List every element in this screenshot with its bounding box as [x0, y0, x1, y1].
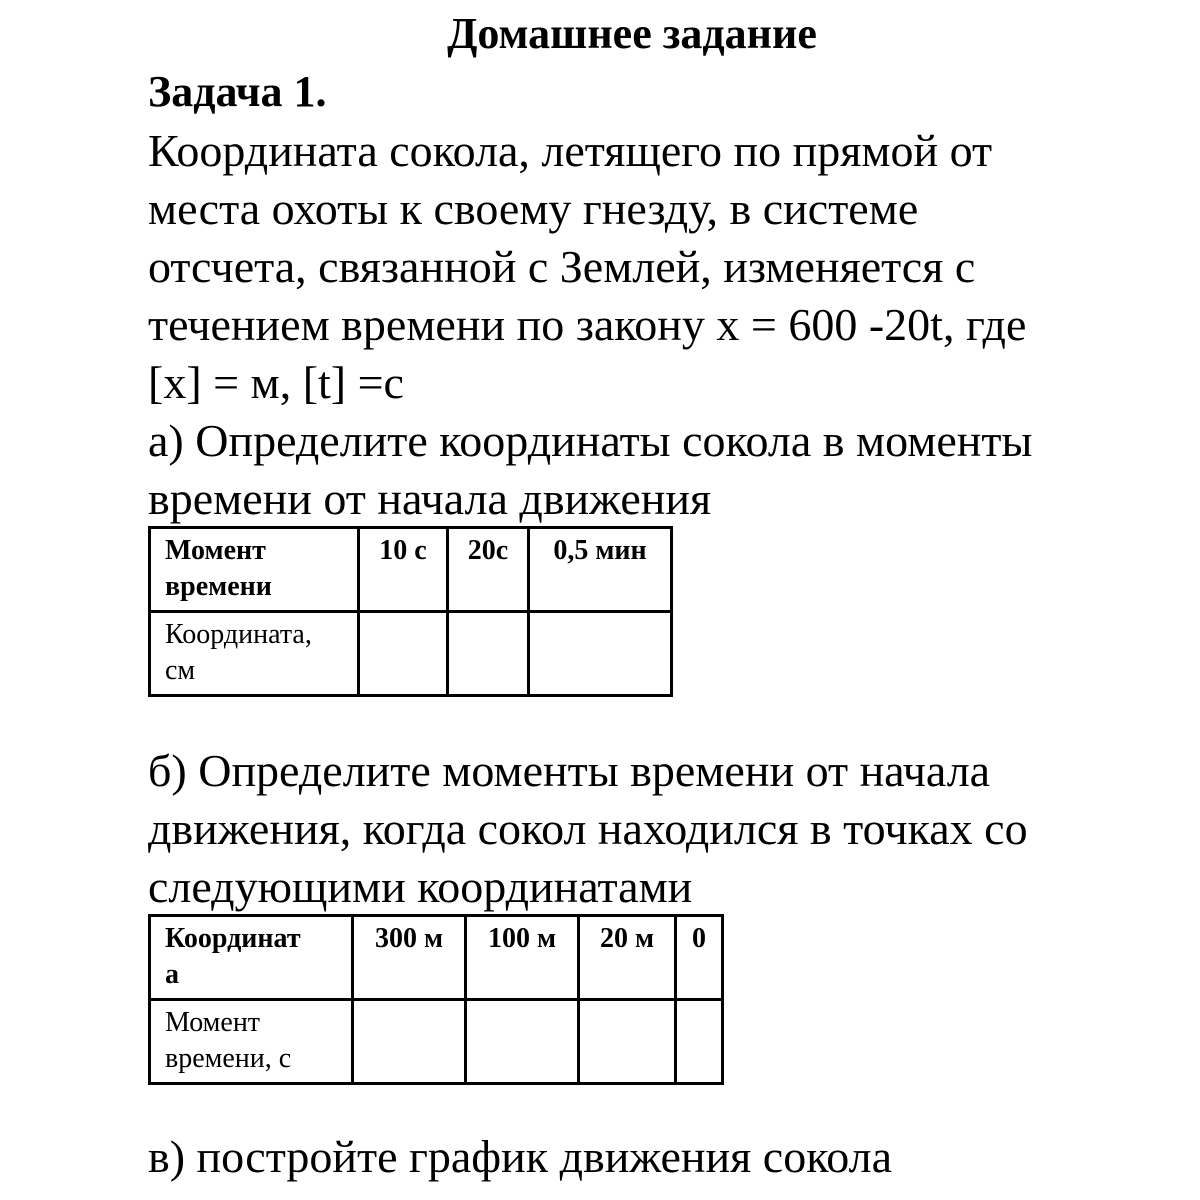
task-heading: Задача 1.: [148, 67, 327, 116]
part-b-question: [148, 742, 1028, 916]
task-intro-line: отсчета, связанной с Землей, изменяется с: [148, 241, 976, 292]
table-row: [150, 612, 672, 696]
task-intro-line: течением времени по закону x = 600 -20t, где: [148, 299, 1027, 350]
table-header-label-line: а: [165, 959, 179, 990]
table-row-label-line: времени, с: [165, 1043, 292, 1074]
part-b-line: следующими координатами: [148, 861, 693, 912]
task-intro-line: места охоты к своему гнезду, в системе: [148, 183, 919, 234]
table-answer-cell[interactable]: [579, 1000, 676, 1084]
table-row-label-line: Момент: [165, 1007, 261, 1038]
table-column-header: 20с: [448, 528, 529, 612]
table-answer-cell[interactable]: [448, 612, 529, 696]
table-answer-cell[interactable]: [466, 1000, 579, 1084]
table-row-label: [150, 612, 359, 696]
table-column-header: 0,5 мин: [529, 528, 672, 612]
table-header-label-line: Координат: [165, 923, 301, 954]
task-intro: [148, 122, 1026, 412]
table-row-label-line: Координата,: [165, 619, 312, 650]
table-answer-cell[interactable]: [353, 1000, 466, 1084]
task-intro-line: Координата сокола, летящего по прямой от: [148, 125, 993, 176]
part-a-line: а) Определите координаты сокола в моменты: [148, 415, 1033, 466]
table-row: [150, 528, 672, 612]
part-a-table: [148, 526, 673, 697]
table-row-label: [150, 1000, 353, 1084]
part-b-line: б) Определите моменты времени от начала: [148, 745, 991, 796]
part-b-table: [148, 914, 724, 1085]
table-row-label-line: см: [165, 655, 196, 686]
table-column-header: 10 с: [359, 528, 448, 612]
table-row: [150, 916, 723, 1000]
part-b-line: движения, когда сокол находился в точках со: [148, 803, 1028, 854]
part-c-question: [148, 1128, 892, 1186]
table-header-label: [150, 528, 359, 612]
table-column-header: 100 м: [466, 916, 579, 1000]
table-header-label-line: времени: [165, 571, 272, 602]
table-header-label-line: Момент: [165, 535, 266, 566]
part-a-line: времени от начала движения: [148, 473, 712, 524]
page-title: Домашнее задание: [447, 9, 817, 58]
table-column-header: 20 м: [579, 916, 676, 1000]
table-column-header: 300 м: [353, 916, 466, 1000]
table-answer-cell[interactable]: [676, 1000, 723, 1084]
table-answer-cell[interactable]: [359, 612, 448, 696]
table-column-header: 0: [676, 916, 723, 1000]
part-c-line: в) постройте график движения сокола: [148, 1131, 892, 1182]
table-header-label: [150, 916, 353, 1000]
table-row: [150, 1000, 723, 1084]
task-intro-line: [x] = м, [t] =с: [148, 357, 404, 408]
part-a-question: [148, 412, 1032, 528]
table-answer-cell[interactable]: [529, 612, 672, 696]
